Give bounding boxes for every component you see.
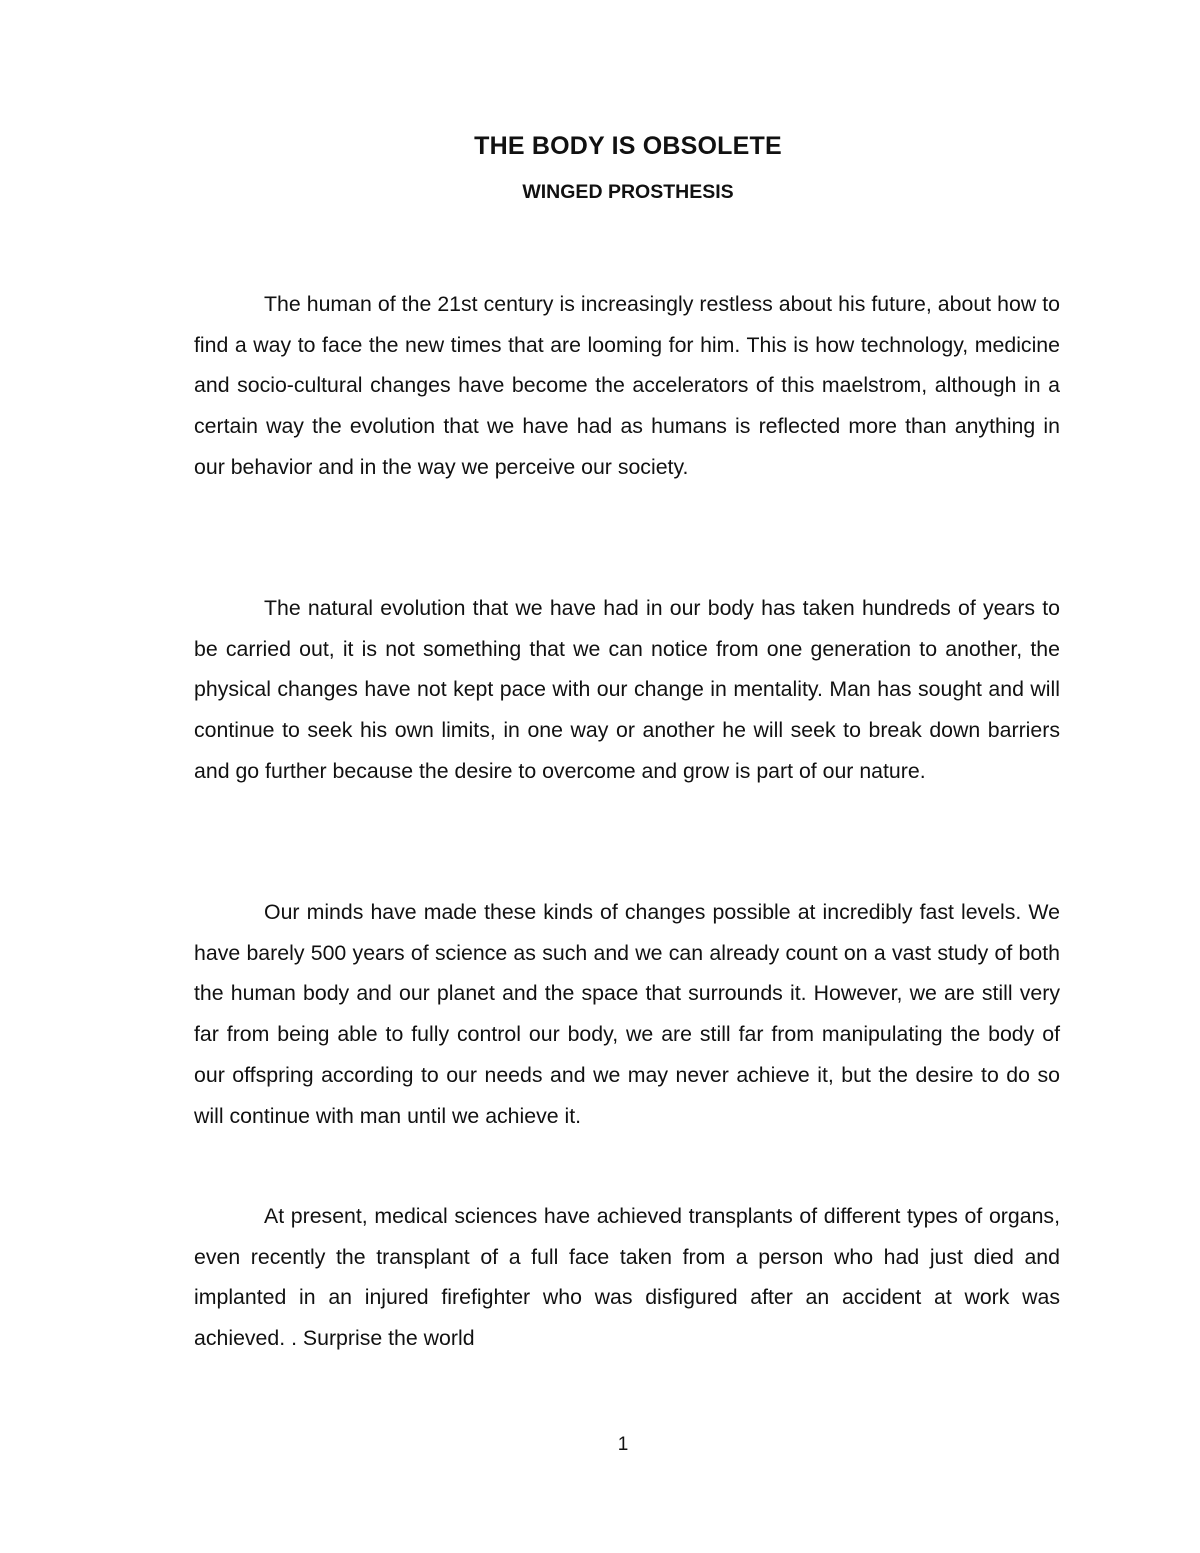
paragraph-2 [194,588,1060,792]
page-number: 1 [617,1434,629,1455]
paragraph-text: At present, medical sciences have achieved transplants of different types of organs, even recently the transplant of a full face taken from a person who had just died and implanted in an injured firefighter who was disfigured after an accident at work was achieved. . Surprise the world [194,1204,1060,1351]
paragraph-text: Our minds have made these kinds of changes possible at incredibly fast levels. We have barely 500 years of science as such and we can already count on a vast study of both the human body and our planet and the space that surrounds it. However, we are still very far from being able to fully control our body, we are still far from manipulating the body of our offspring according to our needs and we may never achieve it, but the desire to do so will continue with man until we achieve it. [194,900,1060,1128]
paragraph-text: The natural evolution that we have had in our body has taken hundreds of years to be carried out, it is not something that we can notice from one generation to another, the physical changes have not kept pace with our change in mentality. Man has sought and will continue to seek his own limits, in one way or another he will seek to break down barriers and go further because the desire to overcome and grow is part of our nature. [194,596,1060,783]
document-title: THE BODY IS OBSOLETE [474,132,782,160]
paragraph-text: The human of the 21st century is increasingly restless about his future, about how to find a way to face the new times that are looming for him. This is how technology, medicine and socio-cultural changes have become the accelerators of this maelstrom, although in a certain way the evolution that we have had as humans is reflected more than anything in our behavior and in the way we perceive our society. [194,292,1060,479]
document-subtitle: WINGED PROSTHESIS [522,181,734,203]
paragraph-3 [194,892,1060,1136]
paragraph-4 [194,1196,1060,1359]
paragraph-1 [194,284,1060,488]
